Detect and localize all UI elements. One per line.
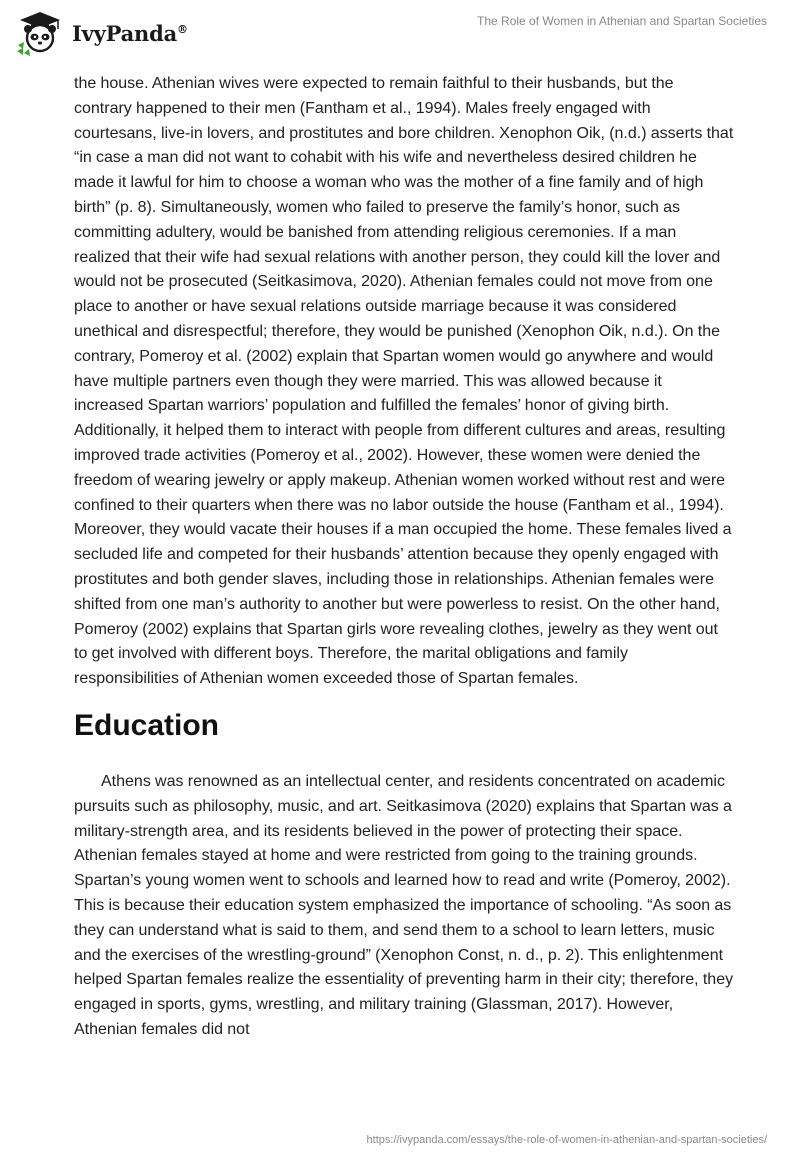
body-paragraph: Athens was renowned as an intellectual center, and residents concentrated on academic pursuits such as philosophy, music, and art. Seitkasimova (2020) explains that Spartan was a military-strength area, and its residents believed in the power of protecting their space. Athenian females stayed at home and were restricted from going to the training grounds. Spartan’s young women went to schools and learned how to read and write (Pomeroy, 2002). This is because their education system emphasized the importance of schooling. “As soon as they can understand what is said to them, and send them to a school to learn letters, music and the exercises of the wrestling-ground” (Xenophon Const, n. d., p. 2). This enlightenment helped Spartan females realize the essentiality of preventing harm in their city; therefore, they engaged in sports, gyms, wrestling, and military training (Glassman, 2017). However, Athenian females did not	[74, 772, 734, 1038]
brand-name: IvyPanda®	[72, 20, 188, 46]
ivypanda-logo[interactable]	[14, 8, 189, 58]
body-paragraph: the house. Athenian wives were expected to remain faithful to their husbands, but the contrary happened to their men (Fantham et al., 1994). Males freely engaged with courtesans, live-in lovers, and prostitutes and bore children. Xenophon Oik, (n.d.) asserts that “in case a man did not want to cohabit with his wife and nevertheless desired children he made it lawful for him to choose a woman who was the mother of a fine family and of high birth” (p. 8). Simultaneously, women who failed to preserve the family’s honor, such as committing adultery, would be banished from attending religious ceremonies. If a man realized that their wife had sexual relations with another person, they could kill the lover and would not be prosecuted (Seitkasimova, 2020). Athenian females could not move from one place to another or have sexual relations outside marriage because it was considered unethical and disrespectful; therefore, they would be punished (Xenophon Oik, n.d.). On the contrary, Pomeroy et al. (2002) explain that Spartan women would go anywhere and would have multiple partners even though they were married. This was allowed because it increased Spartan warriors’ population and fulfilled the females’ honor of giving birth. Additionally, it helped them to interact with people from different cultures and areas, resulting improved trade activities (Pomeroy et al., 2002). However, these women were denied the freedom of wearing jewelry or apply makeup. Athenian women worked without rest and were confined to their quarters when there was no labor outside the house (Fantham et al., 1994). Moreover, they would vacate their houses if a man occupied the home. These females lived a secluded life and competed for their husbands’ attention because they openly engaged with prostitutes and both gender slaves, including those in relationships. Athenian females were shifted from one man’s authority to another but were powerless to resist. On the other hand, Pomeroy (2002) explains that Spartan girls wore revealing clothes, jewelry as they went out to get involved with different boys. Therefore, the marital obligations and family responsibilities of Athenian women exceeded those of Spartan females.	[74, 75, 734, 688]
essay-content	[74, 72, 734, 1043]
section-heading-education: Education	[74, 708, 220, 742]
panda-graduate-icon	[14, 9, 66, 57]
page-header	[0, 0, 800, 70]
document-title: The Role of Women in Athenian and Spartan Societies	[477, 14, 767, 28]
source-url[interactable]: https://ivypanda.com/essays/the-role-of-women-in-athenian-and-spartan-societies/	[366, 1134, 767, 1146]
